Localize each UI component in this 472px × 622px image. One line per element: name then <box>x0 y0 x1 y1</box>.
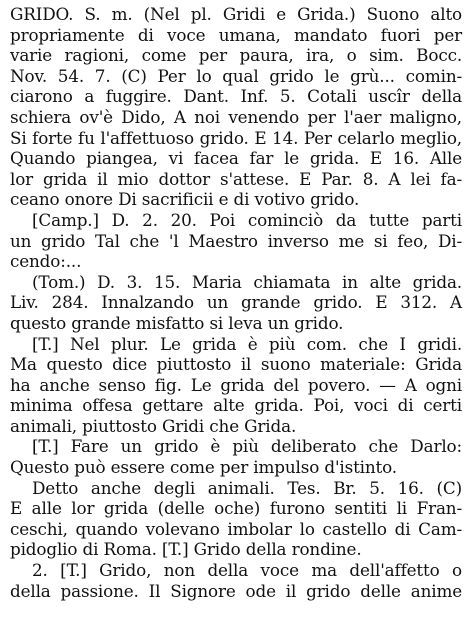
animals-note <box>10 478 462 560</box>
text-line: [Camp.] D. 2. 20. Poi cominciò da tutte parti <box>32 209 462 230</box>
text-line: varie ragioni, come per paura, ira, o sim. Bocc. <box>10 45 462 66</box>
text-line: [T.] Fare un grido è più deliberato che Darlo: <box>32 436 462 457</box>
entry-main <box>10 4 462 210</box>
text-line: un grido Tal che 'l Maestro inverso me si feo, Di- <box>10 230 462 251</box>
text-line: Nov. 54. 7. (C) Per lo qual grido le grù... comin- <box>10 65 462 86</box>
text-line: propriamente di voce umana, mandato fuori per <box>10 24 462 45</box>
tom-citation <box>10 272 462 334</box>
text-line: Liv. 284. Innalzando un grande grido. E 312. A <box>10 292 462 313</box>
text-line: (Tom.) D. 3. 15. Maria chiamata in alte grida. <box>32 271 462 292</box>
sense-two <box>10 560 462 601</box>
text-line: schiera ov'è Dido, A noi venendo per l'aer maligno, <box>10 106 462 127</box>
text-line: minima offesa gettare alte grida. Poi, voci di certi <box>10 395 462 416</box>
text-line: Questo può essere come per impulso d'istinto. <box>10 457 397 478</box>
text-line: 2. [T.] Grido, non della voce ma dell'affetto o <box>32 560 462 581</box>
text-line: Detto anche degli animali. Tes. Br. 5. 16. (C) <box>32 477 462 498</box>
deliberate-note <box>10 436 462 477</box>
text-line: pidoglio di Roma. [T.] Grido della rondine. <box>10 539 362 560</box>
text-line: della passione. Il Signore ode il grido delle anime <box>10 580 462 601</box>
text-line: cendo:... <box>10 251 82 272</box>
text-line: lor grida il mio dottor s'attese. E Par. 8. A lei fa- <box>10 168 462 189</box>
text-line: [T.] Nel plur. Le grida è più com. che I gridi. <box>32 333 462 354</box>
text-line: Si forte fu l'affettuoso grido. E 14. Per celarlo meglio, <box>10 127 462 148</box>
text-line: questo grande misfatto si leva un grido. <box>10 312 344 333</box>
text-line: ceano onore Di sacrificii e di votivo grido. <box>10 189 360 210</box>
text-line: animali, piuttosto Gridi che Grida. <box>10 415 297 436</box>
text-line: GRIDO. S. m. (Nel pl. Gridi e Grida.) Suono alto <box>10 4 462 24</box>
text-line: Ma questo dice piuttosto il suono materiale: Grida <box>10 354 462 375</box>
text-line: Quando piangea, vi facea far le grida. E 16. Alle <box>10 148 462 169</box>
text-line: ha anche senso fig. Le grida del povero. — A ogni <box>10 374 462 395</box>
text-line: E alle lor grida (delle oche) furono sentiti li Fran- <box>10 498 462 519</box>
text-line: ciarono a fuggire. Dant. Inf. 5. Cotali uscîr della <box>10 86 462 107</box>
text-line: ceschi, quando volevano imbolar lo castello di Cam- <box>10 518 462 539</box>
plural-note <box>10 334 462 437</box>
camp-citation <box>10 210 462 272</box>
